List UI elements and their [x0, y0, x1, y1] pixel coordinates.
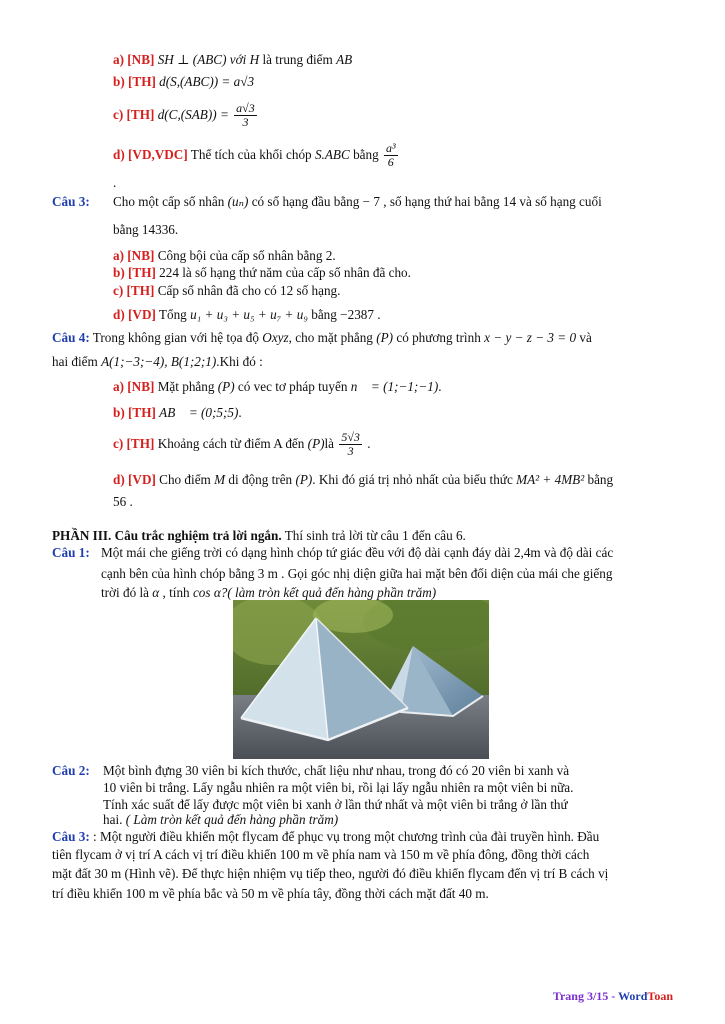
math-text: cos α — [192, 585, 221, 600]
numerator: a√3 — [236, 101, 255, 116]
math-text: (P) — [295, 472, 313, 487]
page-footer — [553, 989, 673, 1004]
q4-item-a — [113, 379, 442, 395]
stem-text: , cho mặt phẳng — [288, 330, 373, 345]
item-text: là — [324, 436, 335, 451]
p3q1-line2: cạnh bên của hình chóp bằng 3 m . Gọi góc nhị diện giữa hai mặt bên đối diện của mái che giếng — [101, 566, 613, 581]
item-text: bằng — [587, 472, 614, 487]
math-text: H — [249, 52, 260, 67]
p3q2-line2: 10 viên bi trắng. Lấy ngẫu nhiên ra một viên bi, rồi lại lấy ngẫu nhiên ra một viên bi nữa. — [103, 780, 574, 795]
item-tag: d) [VD] — [113, 472, 156, 487]
item-text: 224 là số hạng thứ năm của cấp số nhân đã cho. — [159, 265, 411, 280]
item-text: . Khi đó giá trị nhỏ nhất của biểu thức — [312, 472, 513, 487]
q3-stem-line2: bằng 14336. — [113, 222, 179, 237]
item-tag: c) [TH] — [113, 283, 155, 298]
item-tag: b) [TH] — [113, 74, 156, 89]
q3-label — [52, 194, 90, 210]
stem-text: có phương trình — [396, 330, 481, 345]
page-number: Trang 3/15 — [552, 989, 609, 1003]
p3q2-line4 — [103, 812, 338, 828]
math-text: u₁ + u₃ + u₅ + u₇ + u₉ — [190, 307, 308, 322]
section-subtitle: Thí sinh trả lời từ câu 1 đến câu 6. — [284, 528, 466, 543]
item-tag: b) [TH] — [113, 265, 156, 280]
item-text: có vec tơ pháp tuyến — [237, 379, 348, 394]
math-text: d(S,(ABC)) = a√3 — [159, 74, 255, 89]
q4-stem-line2 — [52, 354, 263, 370]
p3q1-line3 — [101, 585, 436, 601]
q3-stem-line1 — [113, 194, 602, 210]
item-text: . — [367, 436, 371, 451]
stem-text: : Một người điều khiển một flycam để phục vụ trong một chương trình của đài truyền hình. Đầu — [93, 829, 600, 844]
item-text: Cấp số nhân đã cho có 12 số hạng. — [157, 283, 341, 298]
item-text: Mặt phẳng — [157, 379, 215, 394]
math-text: S.ABC — [314, 147, 350, 162]
brand-word: Word — [618, 989, 648, 1003]
item-tag: b) [TH] — [113, 405, 156, 420]
item-tag: a) [NB] — [113, 379, 155, 394]
q2-item-a — [113, 52, 352, 68]
item-text: . — [238, 405, 242, 420]
q3-item-d — [113, 307, 381, 323]
stem-text: hai. — [103, 812, 123, 827]
question-label: Câu 3: — [52, 829, 90, 844]
q3-item-a — [113, 248, 336, 264]
rounding-note: ?( làm tròn kết quả đến hàng phần trăm) — [220, 585, 437, 600]
math-text: (P) — [307, 436, 325, 451]
question-label: Câu 3: — [52, 194, 90, 209]
fraction — [384, 142, 398, 169]
item-tag: d) [VD] — [113, 307, 156, 322]
math-text: x − y − z − 3 = 0 — [484, 330, 577, 345]
q2-item-c — [113, 100, 259, 130]
q3-item-c — [113, 283, 340, 299]
item-text: Công bội của cấp số nhân bằng 2. — [157, 248, 336, 263]
math-text: α — [152, 585, 160, 600]
item-text: Tổng — [158, 307, 187, 322]
q4-stem-line1 — [52, 330, 592, 346]
q2-item-d — [113, 140, 400, 170]
item-text: Khoảng cách từ điểm A đến — [157, 436, 305, 451]
item-tag: a) [NB] — [113, 248, 155, 263]
item-text: Thể tích của khối chóp — [190, 147, 312, 162]
q4-item-b — [113, 405, 242, 421]
q3-item-b — [113, 265, 411, 281]
p3q2-line1: Một bình đựng 30 viên bi kích thước, chất liệu như nhau, trong đó có 20 viên bi xanh và — [103, 763, 570, 778]
stem-text: có số hạng đầu bằng − 7 , số hạng thứ hai bằng 14 và số hạng cuối — [251, 194, 602, 209]
p3q3-line3: mặt đất 30 m (Hình vẽ). Để thực hiện nhiệm vụ tiếp theo, người đó điều khiển flycam đến vị trí B cách vị — [52, 866, 609, 881]
item-text: bằng −2387 . — [311, 307, 381, 322]
q4-item-d-line2: 56 . — [113, 494, 133, 509]
math-text: AB — [336, 52, 353, 67]
stem-text: hai điểm — [52, 354, 98, 369]
stem-text: .Khi đó : — [216, 354, 263, 369]
item-text: di động trên — [228, 472, 293, 487]
p3q3-line2: tiên flycam ở vị trí A cách vị trí điều khiển 100 m về phía nam và 150 m về phía đông, đồng thời cách — [52, 847, 590, 862]
stem-text: , tính — [162, 585, 190, 600]
math-text: A(1;−3;−4), B(1;2;1) — [101, 354, 217, 369]
math-text: Oxyz — [262, 330, 289, 345]
stem-text: trời đó là — [101, 585, 149, 600]
rounding-note: ( Làm tròn kết quả đến hàng phần trăm) — [125, 812, 339, 827]
question-label: Câu 2: — [52, 763, 90, 778]
item-tag: d) [VD,VDC] — [113, 147, 188, 162]
item-tag: a) [NB] — [113, 52, 155, 67]
math-text: (uₙ) — [227, 194, 249, 209]
item-text: Cho điểm — [159, 472, 211, 487]
item-text: bằng — [353, 147, 379, 162]
math-text: MA² + 4MB² — [516, 472, 585, 487]
math-text: M — [214, 472, 226, 487]
item-tag: c) [TH] — [113, 436, 155, 451]
numerator: a³ — [386, 141, 396, 156]
p3q2-label — [52, 763, 90, 779]
math-text: (P) — [217, 379, 235, 394]
question-label: Câu 1: — [52, 545, 90, 560]
p3q2-line3: Tính xác suất để lấy được một viên bi xanh ở lần thứ nhất và một viên bi trắng ở lần thứ — [103, 797, 568, 812]
section-title: PHẦN III. Câu trắc nghiệm trả lời ngắn. — [52, 528, 282, 543]
p3q1-label — [52, 545, 90, 561]
p3q3-line1 — [52, 829, 599, 845]
q2-dot: . — [113, 175, 117, 190]
skylight-pyramid-photo — [233, 600, 489, 759]
math-text: SH ⊥ (ABC) với — [157, 52, 247, 67]
question-label: Câu 4: — [52, 330, 90, 345]
p3q1-line1: Một mái che giếng trời có dạng hình chóp tứ giác đều với độ dài cạnh đáy dài 2,4m và độ dài các — [101, 545, 614, 560]
p3q3-line4: trí điều khiển 100 m về phía bắc và 50 m về phía tây, đồng thời cách mặt đất 40 m. — [52, 886, 489, 901]
numerator: 5√3 — [341, 430, 360, 445]
stem-text: Cho một cấp số nhân — [113, 194, 225, 209]
stem-text: Trong không gian với hệ tọa độ — [92, 330, 259, 345]
item-text: là trung điểm — [262, 52, 333, 67]
stem-text: và — [579, 330, 592, 345]
q4-item-d — [113, 472, 613, 488]
item-text: . — [438, 379, 442, 394]
math-text: n⃗ = (1;−1;−1) — [350, 379, 439, 394]
fraction — [339, 431, 362, 458]
fraction — [234, 102, 257, 129]
denominator: 3 — [242, 115, 249, 130]
item-tag: c) [TH] — [113, 107, 155, 122]
q2-item-b — [113, 74, 254, 90]
brand-toan: Toan — [647, 989, 673, 1003]
denominator: 3 — [347, 444, 354, 459]
math-text: (P) — [376, 330, 394, 345]
denominator: 6 — [387, 155, 394, 170]
math-text: d(C,(SAB)) = — [157, 107, 229, 122]
footer-separator: - — [608, 989, 619, 1003]
math-text: AB⃗ = (0;5;5) — [159, 405, 239, 420]
q4-item-c — [113, 428, 371, 460]
part3-heading — [52, 528, 466, 544]
